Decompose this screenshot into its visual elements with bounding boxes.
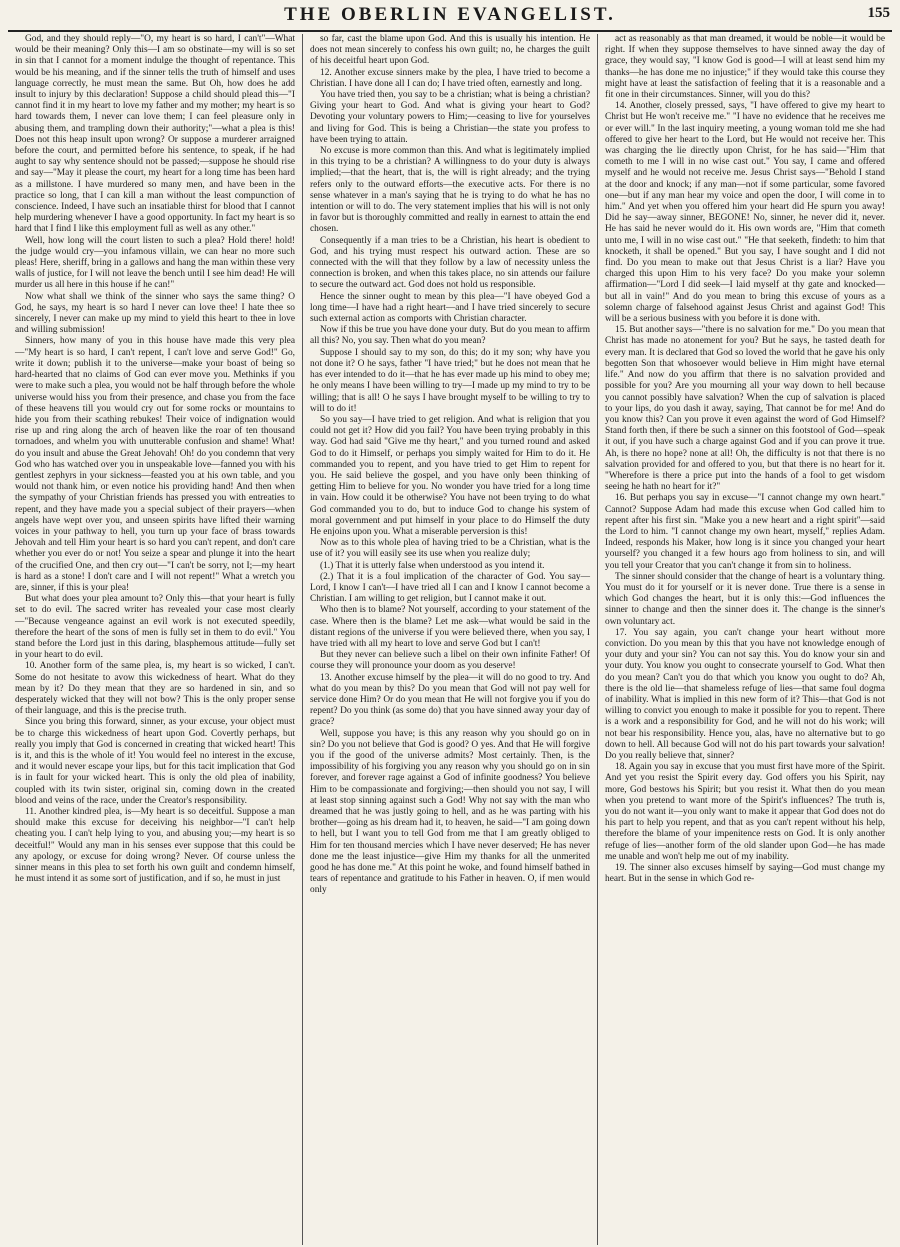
paragraph: Well, how long will the court listen to such a plea? Hold there! hold! the judge would cry—you infamous villain, we can hear no more such pleas! Here, sheriff, bring in a gallows and hang the man within these very walls of justice, for I will not leave the bench until I see him dead! He will murder us all here in this house if he can!" (15, 235, 295, 291)
paragraph: Sinners, how many of you in this house have made this very plea—"My heart is so hard, I can't repent, I can't love and serve God!" Go, write it down; publish it to the universe—make your boast of being so hard-hearted that no claims of God can ever move you. Methinks if you were to make such a plea, you would not be half through before the whole universe would hiss you from their presence, and chase you from the face of these heavens till you would cry out for some rocks or mountains to hide you from their scathing rebukes! Their voice of indignation would rise up and ring along the arch of heaven like the roar of ten thousand tornadoes, and whelm you with unutterable confusion and shame! What! do you insult and abuse the Great Jehovah! Oh! do you condemn that very God who has watched over you in unspeakable love—fanned you with his gentlest zephyrs in your sickness—feasted you at his own table, and you would not thank him, or even notice his providing hand! And then when the sympathy of your Christian friends has pressed you with entreaties to repent, and they have made you a special subject of their prayers—when angels have wept over you, and unseen spirits have lifted their warning voices in your pathway to hell, you turn up your face of brass towards Jehovah and tell Him your heart is so hard you can't repent, and don't care whether you ever do or not! You seize a spear and plunge it into the heart of the crucified One, and then cry out—"I can't be sorry, not I;—my heart is hard as a stone! I don't care and I will not repent!" What a wretch you are, sinner, if this is your plea! (15, 336, 295, 593)
column-2 (302, 34, 597, 1245)
paragraph: Hence the sinner ought to mean by this plea—"I have obeyed God a long time—I have had a right heart—and I have tried sincerely to secure such external action as comports with Christian character. (310, 291, 590, 325)
paragraph: Consequently if a man tries to be a Christian, his heart is obedient to God, and his trying must respect his outward action. These are so connected with the will that they follow by a law of necessity unless the connection is broken, and when this takes place, no sin attends our failure to secure the outward act. God does not hold us responsible. (310, 235, 590, 291)
paragraph: act as reasonably as that man dreamed, it would be noble—it would be right. If when they suppose themselves to have sinned away the day of grace, they would say, "I know God is good—I will at least send him my thanks—he has done me no injustice;" if they would take this course they might have at least the satisfaction of feeling that it is a reasonable and a fit one in their circumstances. Sinner, will you do this? (605, 34, 885, 101)
paragraph: so far, cast the blame upon God. And this is usually his intention. He does not mean sincerely to confess his own guilt; no, he charges the guilt of his deceitful heart upon God. (310, 34, 590, 67)
page-number: 155 (867, 5, 890, 21)
paragraph: 13. Another excuse himself by the plea—it will do no good to try. And what do you mean by this? Do you mean that God will not pay well for service done Him? Or do you mean that He will not forgive you if you do repent? Do you think (as some do) that you have sinned away your day of grace? (310, 672, 590, 728)
paragraph: 15. But another says—"there is no salvation for me." Do you mean that Christ has made no atonement for you? But he says, he tasted death for every man. It is declared that God so loved the world that he gave his only begotten Son that whosoever would believe in Him might have eternal life." And now do you affirm that there is no salvation provided and possible for you? Are you mourning all your way down to hell because you cannot possibly have salvation? When the cup of salvation is placed to your lips, do you dash it away, saying, That cannot be for me! And do you know this? Can you prove it even against the word of God Himself? Stand forth then, if there be such a sinner on this footstool of God—speak it out, if you have such a charge against God and if you can prove it true. Ah, is there no hope? none at all! Oh, the difficulty is not that there is no salvation provided for and offered to you, but that there is no heart for it. "Wherefore is there a price put into the hands of a fool to get wisdom seeing he hath no heart for it?" (605, 325, 885, 493)
paragraph: 17. You say again, you can't change your heart without more conviction. Do you mean by this that you have not knowledge enough of your duty and your sin? You can not say this. You do know your sin and your duty. You know you ought to consecrate yourself to God. What then do you mean? Can't you do that which you know you ought to do? Ah, there is the old lie—that shameless refuge of lies—that same foul dogma of inability. What is implied in this new form of it? This—that God is not willing to convict you enough to make it possible for you to repent. There is a work and a responsibility for God, and he will not do his work; will not bear his responsibility. Hence you, alas, have no alternative but to go down to hell. All because God will not do his part towards your salvation! Do you really believe that, sinner? (605, 627, 885, 761)
paragraph: Now as to this whole plea of having tried to be a Christian, what is the use of it? you will easily see its use when you realize duly; (310, 538, 590, 560)
paragraph: Now if this be true you have done your duty. But do you mean to affirm all this? No, you say. Then what do you mean? (310, 325, 590, 347)
paragraph: (2.) That it is a foul implication of the character of God. You say—Lord, I know I can't—I have tried all I can and I know I cannot become a Christian. I am willing to get religion, but I cannot make it out. (310, 571, 590, 605)
paragraph: God, and they should reply—"O, my heart is so hard, I can't"—What would be their meaning? Only this—I am so obstinate—my will is so set in sin that I cannot for a moment indulge the thought of repentance. This would be his meaning, and if the sinner tells the truth of himself and uses language correctly, he must mean the same. But Oh, how does he add insult to injury by this declaration! Suppose a child should plead this—"I cannot find it in my heart to love my father and my mother; my heart is so hard towards them, I never can love them; I can feel pleasure only in abusing them, and trampling down their authority;"—what a plea is this! Does not this heap insult upon wrong? Or suppose a murderer arraigned before the court, and permitted before his sentence, to speak, if he had aught to say why sentence should not be passed;—suppose he should rise and say—"May it please the court, my heart for a long time has been hard as a millstone. I have murdered so many men, and have been in the practice so long, that I can kill a man without the least compunction of conscience. Indeed, I have such an insatiable thirst for blood that I cannot help murdering whenever I have a good opportunity. In fact my heart is so hard that I find I like this employment full as well as any other." (15, 34, 295, 235)
paragraph: Who then is to blame? Not yourself, according to your statement of the case. Where then is the blame? Let me ask—what would be said in the distant regions of the universe if you were believed there, when you say, I have tried with all my heart to love and serve God but I can't! (310, 605, 590, 649)
paragraph: 12. Another excuse sinners make by the plea, I have tried to become a Christian. I have done all I can do; I have tried often, earnestly and long. (310, 67, 590, 89)
paragraph: 16. But perhaps you say in excuse—"I cannot change my own heart." Cannot? Suppose Adam had made this excuse when God called him to repent after his first sin. "Make you a new heart and a right spirit"—said the Lord to him. "I cannot change my own heart, myself," replies Adam. Indeed, responds his Maker, how long is it since you changed your heart yourself? you changed it a few hours ago from holiness to sin, and will you tell your Creator that you can't change it from sin to holiness. (605, 493, 885, 571)
paragraph: 14. Another, closely pressed, says, "I have offered to give my heart to Christ but He won't receive me." "I have no evidence that he receives me or ever will." In the last inquiry meeting, a young woman told me she had offered to give her heart to the Lord, but He would not receive her. This was charging the lie directly upon Christ, for he has said—"Him that cometh to me I will in no wise cast out." You say, I came and offered myself and he would not receive me. Jesus Christ says—"Behold I stand at the door and knock; if any man—not if some particular, some favored one—but if any man hear my voice and open the door, I will come in to him." And yet when you offered him your heart did He spurn you away! Did he say—away sinner, BEGONE! No, sinner, he never did it, never. He has said he never would do it. His own words are, "Him that cometh unto me, I will in no wise cast out." "He that seeketh, findeth: to him that knocketh, it shall be opened." But you say, I have sought and I did not find. Do you mean to make out that Jesus Christ is a liar? Have you charged this upon Him to his very face? Do you make your solemn affirmation—"Lord I did seek—I laid myself at thy gate and knocked—but all in vain!" And do you mean to bring this excuse of yours as a solemn charge of falsehood against Jesus Christ and against God! This will be a serious business with you before it is done with. (605, 101, 885, 325)
column-3 (597, 34, 892, 1245)
column-1 (8, 34, 302, 1245)
paragraph: But what does your plea amount to? Only this—that your heart is fully set to do evil. The sacred writer has revealed your case most clearly—"Because vengeance against an evil work is not executed speedily, therefore the heart of the sons of men is fully set in them to do evil." You stand before the Lord just in this daring, blasphemous attitude—fully set in your heart to do evil. (15, 594, 295, 661)
paragraph: 10. Another form of the same plea, is, my heart is so wicked, I can't. Some do not hesitate to avow this wickedness of heart. What do they mean by it? Do they mean that they are so hardened in sin, and so desperately wicked that they will not bow? This is the only proper sense of their language, and this is the precise truth. (15, 661, 295, 717)
paragraph: No excuse is more common than this. And what is legitimately implied in this trying to be a christian? A willingness to do your duty is always implied;—that the heart, that is, the will is right already; and the trying refers only to the outward efforts—the executive acts. For there is no sense whatever in a man's saying that he is trying to do what he has no intention or will to do. The very statement implies that his will is not only in favor but is thoroughly committed and really in earnest to attain the end chosen. (310, 146, 590, 235)
paragraph: Suppose I should say to my son, do this; do it my son; why have you not done it? O he says, father "I have tried;" but he does not mean that he has ever intended to do it—that he has ever made up his mind to obey me; he only means I have been willing to try—I made up my mind to try to be willing; that is all! O he says I have brought myself to be willing to try to will to do it! (310, 347, 590, 414)
paragraph: 11. Another kindred plea, is—My heart is so deceitful. Suppose a man should make this excuse for deceiving his neighbor—"I can't help cheating you. I can't help lying to you, and abusing you;—my heart is so deceitful!" Would any man in his senses ever suppose that this could be any apology, or excuse for doing wrong? Never. Of course unless the sinner means in this plea to set forth his own guilt and condemn himself, he must intend it as some sort of justification, and if so, he must in just (15, 807, 295, 885)
paragraph: Now what shall we think of the sinner who says the same thing? O God, he says, my heart is so hard I never can love thee! I hate thee so sincerely, I never can make up my mind to yield this heart to thee in love and willing submission! (15, 291, 295, 336)
paragraph: 19. The sinner also excuses himself by saying—God must change my heart. But in the sense in which God re- (605, 863, 885, 885)
paragraph: The sinner should consider that the change of heart is a voluntary thing. You must do it for yourself or it is never done. True there is a sense in which God changes the heart, but it is only this:—God influences the sinner to change and then the sinner does it. The change is the sinner's own voluntary act. (605, 571, 885, 627)
masthead (8, 0, 892, 32)
paragraph: Well, suppose you have; is this any reason why you should go on in sin? Do you not believe that God is good? O yes. And that He will forgive you if the good of the universe admits? Most certainly. Then, is the impossibility of his forgiving you any reason why you should go on in sin forever, and forever rage against a God of infinite goodness? You believe Him to be compassionate and forgiving;—then should you not say, I will at least stop sinning against such a God! Why not say with the man who dreamed that he was justly going to hell, and as he was parting with his brother—going as his dream had it, to heaven, he said—"I am going down to hell, but I want you to tell God from me that I am greatly obliged to Him for ten thousand mercies which I have never deserved; He has never done me the least injustice—give Him my thanks for all the unmerited good he has done me." At this point he woke, and found himself bathed in tears of repentance and gratitude to his Father in heaven. O, if men would only (310, 728, 590, 896)
paragraph: But they never can believe such a libel on their own infinite Father! Of course they will pronounce your doom as you deserve! (310, 650, 590, 672)
text-columns (8, 34, 892, 1245)
paragraph: (1.) That it is utterly false when understood as you intend it. (320, 560, 545, 571)
paragraph: 18. Again you say in excuse that you must first have more of the Spirit. And yet you resist the Spirit every day. God offers you his Spirit, nay more, God bestows his Spirit; but you resist it. What then do you mean when you pretend to want more of the Spirit's influences? The truth is, you do not want it—you only want to make it appear that God does not do his part to help you repent, and that as you can't repent without his help, therefore the blame of your impenitence rests on God. It is only another refuge of lies—another form of the old slander upon God—he has made me unable and won't help me out of my inability. (605, 762, 885, 862)
paragraph: So you say—I have tried to get religion. And what is religion that you could not get it? How did you fail? You have been trying probably in this way. God had said "Give me thy heart," and you turned round and asked God to do it Himself, or perhaps you simply waited for Him to do it. He commanded you to repent, and you have tried to get Him to repent for you. He said believe the gospel, and you have only been thinking of getting Him to believe for you. No wonder you have tried for a long time in vain. How could it be otherwise? You have not been trying to do what God commanded you to do, but to induce God to change his system of moral government and put himself in your place to do Himself the duty He enjoins upon you. What a miserable perversion is this! (310, 414, 590, 537)
paragraph: Since you bring this forward, sinner, as your excuse, your object must be to charge this wickedness of heart upon God. Covertly perhaps, but really you imply that God is concerned in creating that wicked heart! This is it, and this is the whole of it! You would feel no interest in the excuse, and it would never escape your lips, but for this tacit implication that God is in fault for your wicked heart. This is only the old plea of inability, coupled with its twin sister, original sin, coming down in the created blood and veins of the race, under the Creator's responsibility. (15, 717, 295, 806)
newspaper-title: THE OBERLIN EVANGELIST. (284, 4, 616, 25)
paragraph: You have tried then, you say to be a christian; what is being a christian? Giving your heart to God. And what is giving your heart to God? Devoting your voluntary powers to Him;—ceasing to live for yourselves and living for God. This is being a Christian—the state you profess to have been trying to attain. (310, 90, 590, 145)
